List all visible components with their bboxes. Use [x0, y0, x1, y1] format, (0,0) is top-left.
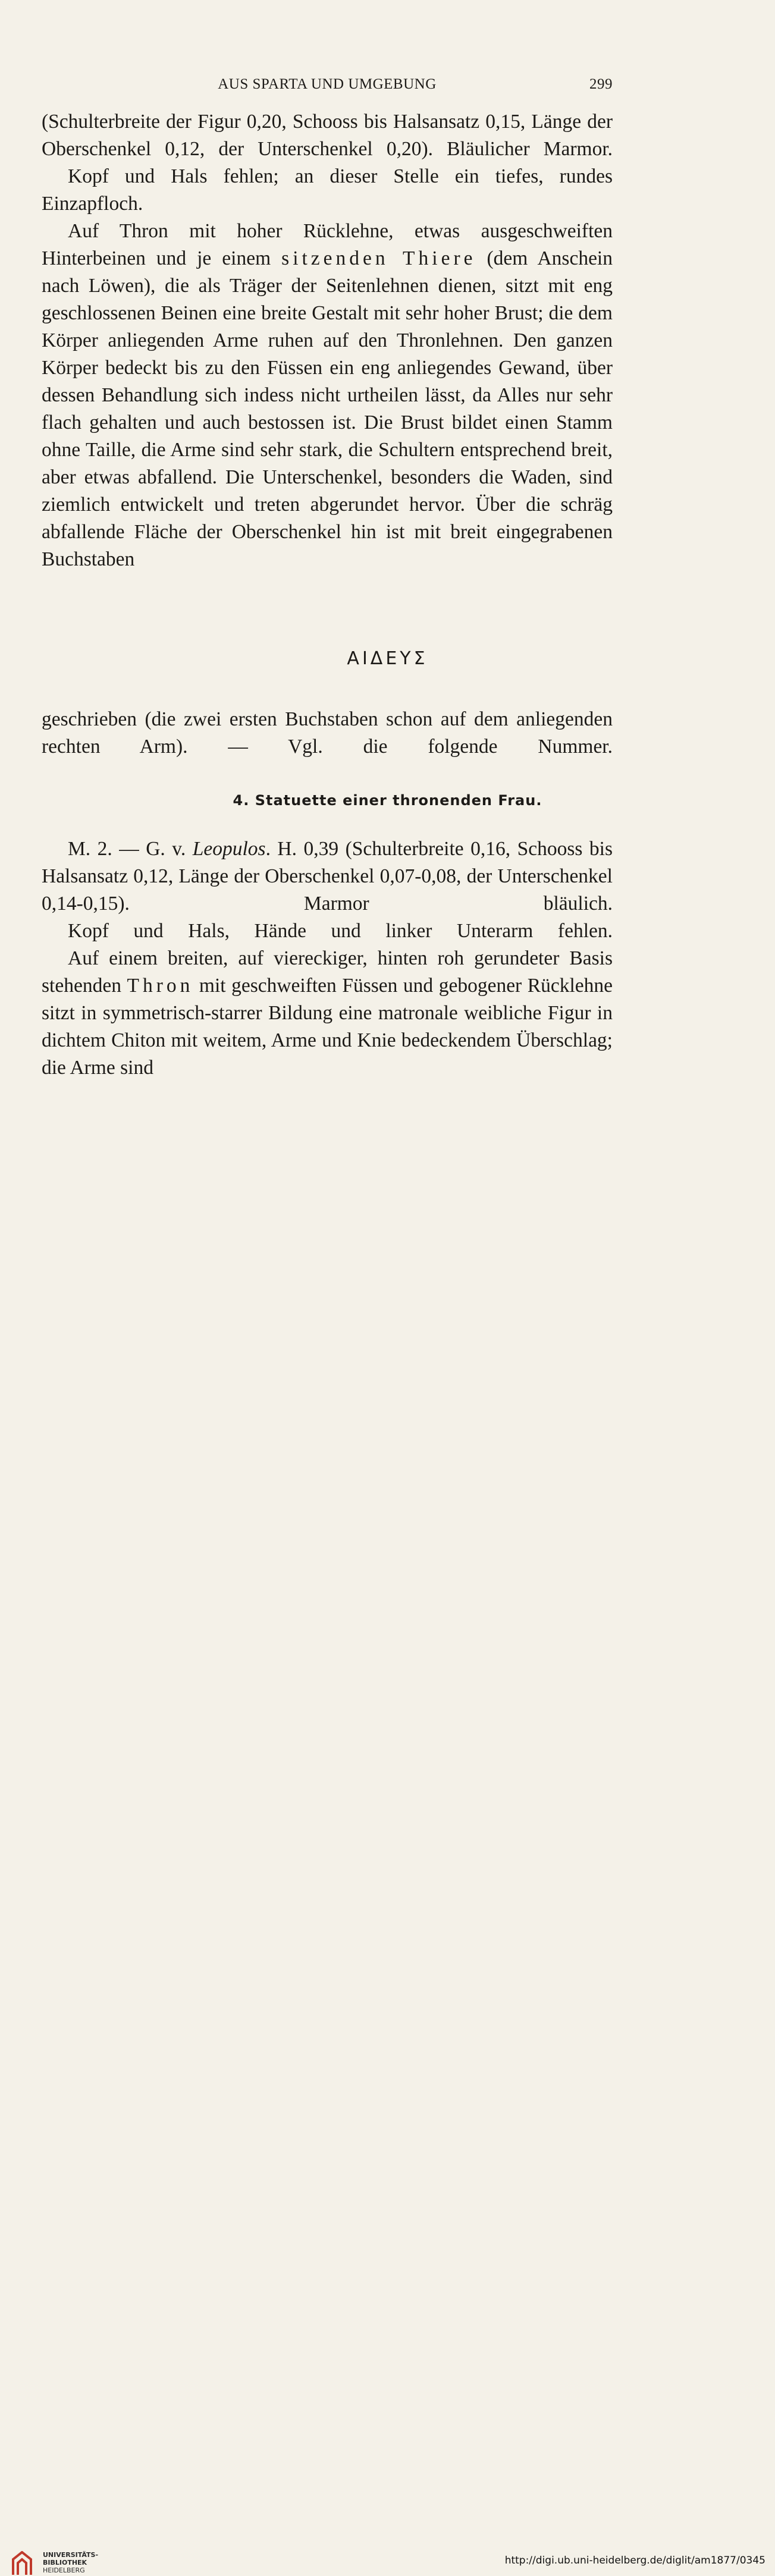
text-block-middle — [42, 706, 613, 761]
spaced-emphasis: sitzenden Thiere — [281, 247, 476, 269]
paragraph-measurements: (Schulterbreite der Figur 0,20, Schooss bis Halsansatz 0,15, Länge der Oberschenkel 0,12, der Unterschenkel 0,20). Bläulicher Marmor. — [42, 111, 613, 160]
text-block-top — [42, 108, 613, 573]
source-url-link[interactable]: http://digi.ub.uni-heidelberg.de/diglit/am1877/0345 — [504, 2555, 765, 2566]
paragraph-missing-parts-2: Kopf und Hals, Hände und linker Unterarm fehlen. — [68, 920, 613, 942]
italic-name: Leopulos — [192, 838, 266, 860]
running-title: AUS SPARTA UND UMGEBUNG — [218, 76, 437, 92]
greek-inscription: ΑΙΔΕΥΣ — [347, 648, 428, 669]
section-heading: 4. Statuette einer thronenden Frau. — [233, 792, 542, 809]
paragraph-missing-parts: Kopf und Hals fehlen; an dieser Stelle ein tiefes, rundes Einzapfloch. — [42, 165, 613, 215]
page-number: 299 — [589, 76, 613, 92]
page-footer — [0, 1273, 775, 2574]
paragraph-inscription-note: geschrieben (die zwei ersten Buchstaben schon auf dem anliegenden rechten Arm). — Vgl. die folgende Nummer. — [42, 708, 613, 758]
paragraph-description-2: Auf einem breiten, auf viereckiger, hinten roh gerundeter Basis stehenden Thron mit geschweiften Füssen und gebogener Rücklehne sitzt in symmetrisch-starrer Bildung eine matronale weibliche Figur in dichtem Chiton mit weitem, Arme und Knie bedeckendem Überschlag; die Arme sind — [42, 947, 613, 1079]
paragraph-catalog-entry: M. 2. — G. v. Leopulos. H. 0,39 (Schulterbreite 0,16, Schooss bis Halsansatz 0,12, Länge der Oberschenkel 0,07-0,08, der Unterschenkel 0,14-0,15). Marmor bläulich. — [42, 838, 613, 915]
paragraph-description: Auf Thron mit hoher Rücklehne, etwas ausgeschweiften Hinterbeinen und je einem sitzenden Thiere (dem Anschein nach Löwen), die als Träger der Seitenlehnen dienen, sitzt mit eng geschlossenen Beinen eine breite Gestalt mit sehr hoher Brust; die dem Körper anliegenden Arme ruhen auf den Thronlehnen. Den ganzen Körper bedeckt bis zu den Füssen ein eng anliegendes Gewand, über dessen Behandlung sich indess nicht urtheilen lässt, da Alles nur sehr flach gehalten und auch bestossen ist. Die Brust bildet einen Stamm ohne Taille, die Arme sind sehr stark, die Schultern entsprechend breit, aber etwas abfallend. Die Unterschenkel, besonders die Waden, sind ziemlich entwickelt und treten abgerundet hervor. Über die schräg abfallende Fläche der Oberschenkel hin ist mit breit eingegrabenen Buchstaben — [42, 220, 613, 570]
spaced-emphasis-2: Thron — [127, 975, 194, 997]
text-block-bottom — [42, 835, 613, 1082]
library-name: UNIVERSITÄTS- BIBLIOTHEK HEIDELBERG — [43, 2551, 99, 2574]
page-header — [42, 76, 613, 100]
library-logo-icon — [11, 2551, 33, 2576]
